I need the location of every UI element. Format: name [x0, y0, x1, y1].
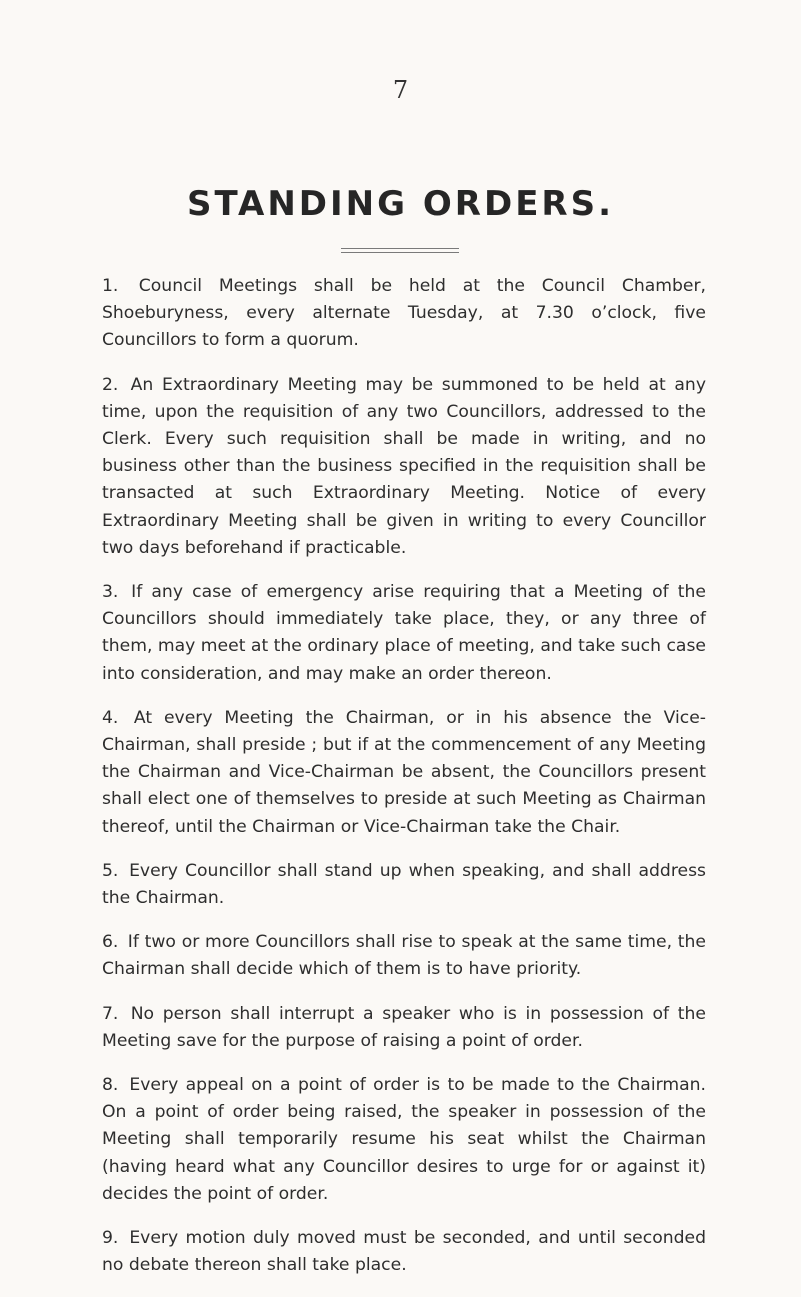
standing-order-paragraph — [102, 858, 706, 912]
paragraph-text: No person shall interrupt a speaker who is in possession of the Meeting save for the purpose of raising a point of order. — [102, 1003, 707, 1051]
paragraph-text: If any case of emergency arise requiring that a Meeting of the Councillors should immediately take place, they, or any three of them, may meet at the ordinary place of meeting, and take such case into consideration, and may make an order thereon. — [102, 582, 706, 684]
paragraph-text: Council Meetings shall be held at the Council Chamber, Shoeburyness, every alternate Tuesday, at 7.30 o’clock, five Councillors to form a quorum. — [102, 276, 707, 351]
page-number: 7 — [392, 76, 409, 104]
standing-order-paragraph — [102, 929, 706, 983]
paragraph-number: 1. — [102, 276, 119, 296]
paragraph-number: 4. — [102, 707, 119, 728]
paragraph-number: 6. — [102, 932, 119, 953]
paragraph-text: Every appeal on a point of order is to be made to the Chairman. On a point of order being raised, the speaker in possession of the Meeting shall temporarily resume his seat whilst the Chairman (having heard what any Councillor desires to urge for or against it) decides the point of order. — [102, 1075, 706, 1204]
page-title: STANDING ORDERS. — [187, 184, 614, 224]
title-rule-lower — [341, 252, 459, 253]
paragraph-number: 3. — [102, 582, 119, 603]
standing-orders-list — [102, 273, 706, 1297]
standing-order-paragraph — [102, 1001, 706, 1055]
paragraph-number: 5. — [102, 860, 119, 881]
standing-order-paragraph — [102, 1225, 706, 1279]
standing-order-paragraph — [102, 705, 706, 841]
paragraph-number: 9. — [102, 1228, 119, 1249]
standing-order-paragraph — [102, 1072, 706, 1208]
standing-order-paragraph — [102, 372, 706, 562]
standing-order-paragraph — [102, 273, 706, 355]
paragraph-text: An Extraordinary Meeting may be summoned to be held at any time, upon the requisition of any two Councillors, addressed to the Clerk. Every such requisition shall be made in writing, and no business other than the business specified in the requisition shall be transacted at such Extraordinary Meeting. Notice of every Extraordinary Meeting shall be given in writing to every Councillor two days beforehand if practicable. — [102, 374, 706, 558]
paragraph-number: 2. — [102, 374, 119, 395]
paragraph-text: Every motion duly moved must be seconded, and until seconded no debate thereon shall take place. — [102, 1228, 706, 1276]
title-rule-upper — [341, 248, 459, 249]
standing-order-paragraph — [102, 579, 706, 688]
paragraph-number: 8. — [102, 1075, 119, 1096]
paragraph-text: If two or more Councillors shall rise to speak at the same time, the Chairman shall decide which of them is to have priority. — [102, 932, 706, 980]
paragraph-text: At every Meeting the Chairman, or in his absence the Vice-Chairman, shall preside ; but if at the commencement of any Meeting the Chairman and Vice-Chairman be absent, the Councillors present shall elect one of themselves to preside at such Meeting as Chairman thereof, until the Chairman or Vice-Chairman take the Chair. — [102, 707, 706, 837]
paragraph-number: 7. — [102, 1003, 119, 1024]
paragraph-text: Every Councillor shall stand up when speaking, and shall address the Chairman. — [102, 860, 706, 909]
